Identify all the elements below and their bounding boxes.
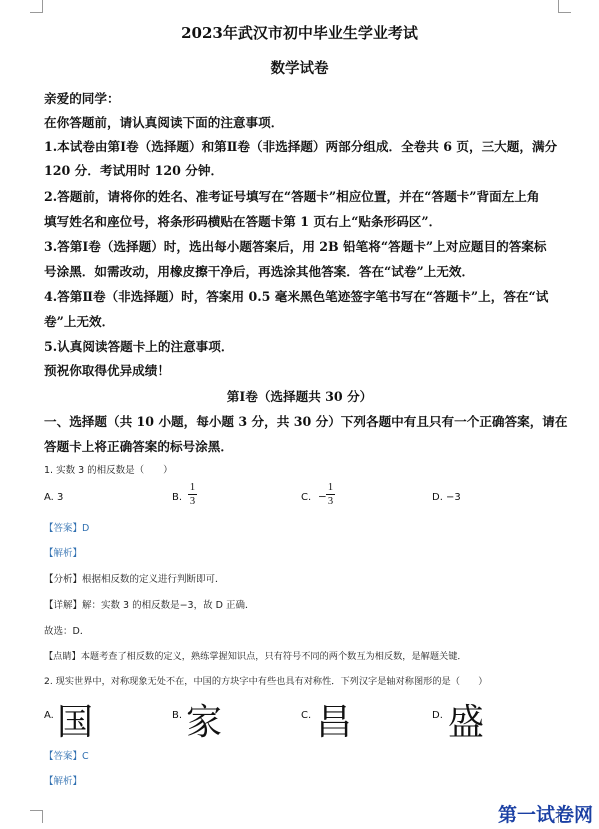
question-1-option-d: D. −3 [432,492,461,503]
exam-title: 2023年武汉市初中毕业生学业考试 [181,24,418,42]
crop-mark-top-right [558,0,571,13]
notice-item-1-line-1: 1.本试卷由第Ⅰ卷（选择题）和第Ⅱ卷（非选择题）两部分组成．全卷共 6 页，三大题，满分 [44,139,558,154]
notice-item-2-line-1: 2.答题前，请将你的姓名、准考证号填写在“答题卡”相应位置，并在“答题卡”背面左上角 [44,189,540,204]
question-1-option-b-label: B. [172,492,183,503]
question-2-option-a-character: 国 [57,702,94,743]
question-2-analysis-tag: 【解析】 [44,776,83,787]
question-1-option-c-sign: − [318,491,327,503]
fraction-numerator: 1 [327,482,334,493]
notice-greeting: 亲爱的同学： [44,91,120,106]
notice-item-3-line-1: 3.答第Ⅰ卷（选择题）时，选出每小题答案后，用 2B 铅笔将“答题卡”上对应题目的答案标 [44,239,547,254]
notice-item-1-line-2: 120 分．考试用时 120 分钟． [44,163,224,178]
question-2-option-c-character: 昌 [316,702,353,743]
question-2-answer: 【答案】C [44,751,89,762]
section-1-instruction-line-1: 一、选择题（共 10 小题，每小题 3 分，共 30 分）下列各题中有且只有一个正确答案，请在 [44,414,568,429]
question-1-option-c-label: C. [301,492,312,503]
site-watermark: 第一试卷网 [497,804,593,826]
question-2-option-b-label: B. [172,710,183,721]
fraction-denominator: 3 [327,496,334,507]
question-2-option-b-character: 家 [186,702,223,743]
question-2-option-d-character: 盛 [448,702,485,743]
question-2-option-d-label: D. [432,710,443,721]
question-1-option-c-fraction [326,481,335,508]
question-1-stem: 1. 实数 3 的相反数是（ ） [44,465,173,476]
question-1-option-a: A. 3 [44,492,64,503]
question-1-analysis-tag: 【解析】 [44,548,83,559]
fraction-denominator: 3 [189,496,196,507]
notice-item-2-line-2: 填写姓名和座位号，将条形码横贴在答题卡第 1 页右上“贴条形码区”． [44,214,442,229]
section-1-title: 第Ⅰ卷（选择题共 30 分） [226,389,373,404]
notice-item-5: 5.认真阅读答题卡上的注意事项． [44,339,234,354]
question-1-answer: 【答案】D [44,523,90,534]
notice-item-4-line-1: 4.答第Ⅱ卷（非选择题）时，答案用 0.5 毫米黑色笔迹签字笔书写在“答题卡”上，答在“试 [44,289,549,304]
question-1-fenxi: 【分析】根据相反数的定义进行判断即可． [44,574,225,585]
section-1-instruction-line-2: 答题卡上将正确答案的标号涂黑． [44,439,233,454]
notice-item-4-line-2: 卷”上无效． [44,314,115,329]
notice-item-3-line-2: 号涂黑．如需改动，用橡皮擦干净后，再选涂其他答案．答在“试卷”上无效． [44,264,475,279]
question-2-option-a-label: A. [44,710,54,721]
question-2-stem: 2. 现实世界中，对称现象无处不在，中国的方块字中有些也具有对称性．下列汉字是轴对称图形的是（ ） [44,676,488,687]
question-1-conclusion: 故选：D． [44,626,90,637]
notice-wish: 预祝你取得优异成绩！ [44,363,170,378]
crop-mark-bottom-left [30,810,43,823]
notice-intro: 在你答题前，请认真阅读下面的注意事项． [44,115,284,130]
question-2-option-c-label: C. [301,710,312,721]
fraction-numerator: 1 [189,482,196,493]
question-1-dianjing: 【点睛】本题考查了相反数的定义，熟练掌握知识点，只有符号不同的两个数互为相反数，是解题关键． [44,651,467,662]
question-1-xiangjie: 【详解】解：实数 3 的相反数是−3，故 D 正确． [44,600,255,611]
question-1-option-b-fraction [188,481,197,508]
exam-subtitle: 数学试卷 [270,60,329,77]
crop-mark-top-left [30,0,43,13]
